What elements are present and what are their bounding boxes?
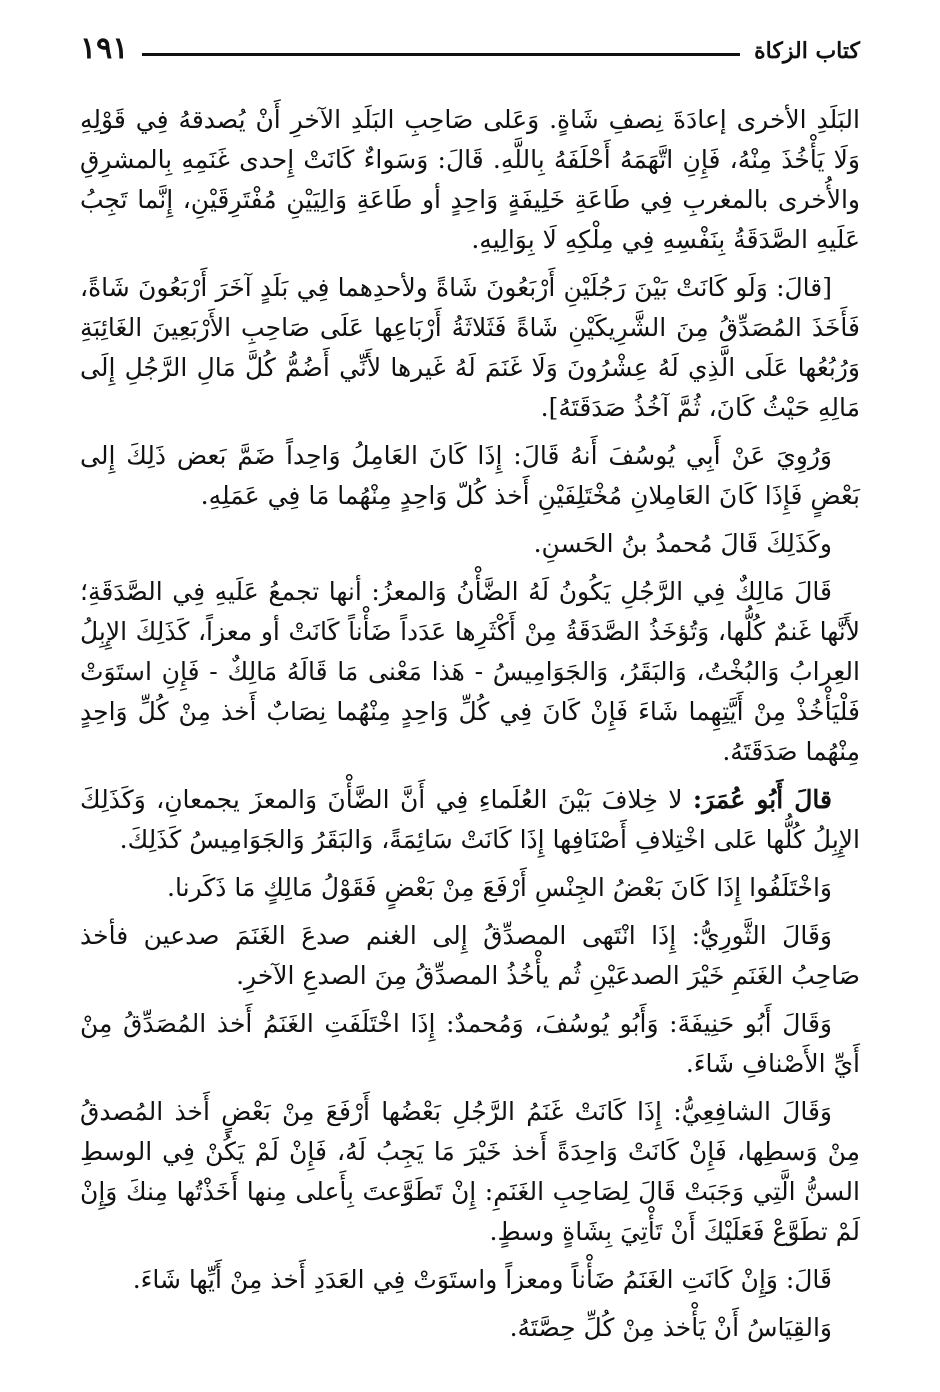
speaker-label: قالَ أَبُو عُمَرَ: [692, 785, 832, 814]
paragraph-11 [80, 1260, 860, 1300]
paragraph-9 [80, 1004, 860, 1084]
chapter-title: كتاب الزكاة [754, 38, 860, 64]
paragraph-text: قَالَ: وَإِنْ كَانَتِ الغَنَمُ ضَأْناً ومعزاً واستَوَتْ فِي العَدَدِ أَخذ مِنْ أَيِّها شَاءَ. [132, 1265, 832, 1294]
paragraph-7 [80, 868, 860, 908]
paragraph-4 [80, 524, 860, 564]
paragraph-text: وَقَالَ الثَّورِيُّ: إِذَا انْتَهى المصدِّقُ إِلى الغنم صدعَ الغَنَمَ صدعين فأخذ صَاحِبُ الغَنَمِ خَيْرَ الصدعَيْنِ ثُم يأْخُذُ المصدِّقُ مِنَ الصدعِ الآخرِ. [80, 921, 860, 990]
paragraph-5 [80, 572, 860, 772]
paragraph-8 [80, 916, 860, 996]
paragraph-text: قَالَ مَالِكٌ فِي الرَّجُلِ يَكُونُ لَهُ الضَّأْنُ وَالمعزُ: أنها تجمعُ عَلَيهِ فِي الصَّدَقَةِ؛ لأَنَّها غَنمٌ كُلُّها، وَتُؤخَذُ الصَّدَقَةُ مِنْ أَكْثَرِها عَدَداً ضَأْناً كَانَتْ أو معزاً، كَذَلِكَ الإِبِلُ العِرابُ وَالبُخْتُ، وَالبَقَرُ، وَالجَوَامِيسُ - هَذا مَعْنى مَا قَالَهُ مَالِكٌ - فَإِنِ استَوَتْ فَلْيَأْخُذْ مِنْ أَيَّتِهِما شَاءَ فَإِنْ كَانَ فِي كُلِّ وَاحِدٍ مِنْهُما نِصَابٌ أَخذ مِنْ كُلِّ وَاحِدٍ مِنْهُما صَدَقَتَهُ. [80, 577, 860, 766]
paragraph-1 [80, 100, 860, 260]
header-rule [142, 53, 740, 56]
paragraph-text: [قالَ: وَلَو كَانَتْ بَيْنَ رَجُلَيْنِ أَرْبَعُونَ شَاةً ولأحدِهما فِي بَلَدٍ آخَرَ أَرْبَعُونَ شَاةً، فَأَخَذَ المُصَدِّقُ مِنَ الشَّرِيكَيْنِ شَاةً فَثَلاثَةُ أَرْبَاعِها عَلَى صَاحِبِ الأَرْبَعِينَ الغَائِبَةِ وَرُبُعُها عَلَى الَّذِي لَهُ عِشْرُونَ وَلَا غَنَمَ لَهُ غَيرها لأَنِّي أَضُمُّ كُلَّ مَالِ الرَّجُلِ إِلَى مَالِهِ حَيْثُ كَانَ، ثُمَّ آخُذُ صَدَقَتَهُ]. [80, 273, 860, 422]
paragraph-2 [80, 268, 860, 428]
page-number: ١٩١ [80, 31, 129, 66]
running-header [80, 22, 860, 66]
paragraph-10 [80, 1092, 860, 1252]
paragraph-text: وَاخْتَلَفُوا إِذَا كَانَ بَعْضُ الجِنْسِ أَرْفَعَ مِنْ بَعْضٍ فَقَوْلُ مَالِكٍ مَا ذَكَرنا. [167, 873, 832, 902]
paragraph-text: البَلَدِ الأخرى إعادَةَ نِصفِ شَاةٍ. وَعَلى صَاحِبِ البَلَدِ الآخرِ أَنْ يُصدقهُ فِي قَوْلِهِ وَلَا يَأْخُذَ مِنْهُ، فَإِنِ اتَّهَمَهُ أَحْلَفَهُ بِاللَّهِ. قَالَ: وَسَواءٌ كَانَتْ إِحدى غَنَمِهِ بِالمشرِقِ والأُخرى بالمغربِ فِي طَاعَةِ خَلِيفَةٍ وَاحِدٍ أو طَاعَةِ وَالِيَيْنِ مُفْتَرِقَيْنِ، إِنَّما تَجِبُ عَلَيهِ الصَّدَقَةُ بِنَفْسِهِ فِي مِلْكِهِ لَا بِوَالِيهِ. [80, 105, 860, 254]
paragraph-text: وكَذَلِكَ قَالَ مُحمدُ بنُ الحَسنِ. [533, 529, 832, 558]
paragraph-text: لا خِلافَ بَيْنَ العُلَماءِ فِي أَنَّ الضَّأْنَ وَالمعزَ يجمعانِ، وَكَذَلِكَ الإِبِلُ كُلُّها عَلى اخْتِلافِ أَصْنَافِها إِذَا كَانَتْ سَائِمَةً، وَالبَقَرُ وَالجَوَامِيسُ كَذَلِكَ. [80, 785, 860, 854]
page-body [80, 100, 860, 1348]
paragraph-text: وَقَالَ الشافِعِيُّ: إِذَا كَانَتْ غَنَمُ الرَّجُلِ بَعْضُها أَرْفَعَ مِنْ بَعْضٍ أَخذ المُصدقُ مِنْ وَسطِها، فَإِنْ كَانَتْ وَاحِدَةً أَخذ خَيْرَ مَا يَجِبُ لَهُ، فَإِنْ لَمْ يَكُنْ فِي الوسطِ السنُّ الَّتِي وَجَبَتْ قَالَ لِصَاحِبِ الغَنَمِ: إِنْ تَطَوَّعتَ بِأَعلى مِنها أَخَذْتُها مِنكَ وَإِنْ لَمْ تطَوَّعْ فَعَلَيْكَ أَنْ تَأْتِيَ بِشَاةٍ وسطٍ. [80, 1097, 860, 1246]
paragraph-text: وَقَالَ أَبُو حَنِيفَةَ: وَأَبُو يُوسُفَ، وَمُحمدٌ: إِذَا اخْتَلَفَتِ الغَنَمُ أَخذ المُصَدِّقُ مِنْ أَيِّ الأَصْنافِ شَاءَ. [80, 1009, 860, 1078]
paragraph-6 [80, 780, 860, 860]
paragraph-3 [80, 436, 860, 516]
book-page [80, 22, 860, 1372]
paragraph-text: وَرُوِيَ عَنْ أَبِي يُوسُفَ أَنهُ قَالَ: إِذَا كَانَ العَامِلُ وَاحِداً ضَمَّ بَعض ذَلِكَ إِلى بَعْضٍ فَإِذَا كَانَ العَامِلانِ مُخْتَلِفَيْنِ أَخذ كُلّ وَاحِدٍ مِنْهُما مَا فِي عَمَلِهِ. [80, 441, 860, 510]
paragraph-text: وَالقِيَاسُ أَنْ يَأْخذ مِنْ كُلِّ حِصَّتَهُ. [509, 1313, 832, 1342]
paragraph-12 [80, 1308, 860, 1348]
